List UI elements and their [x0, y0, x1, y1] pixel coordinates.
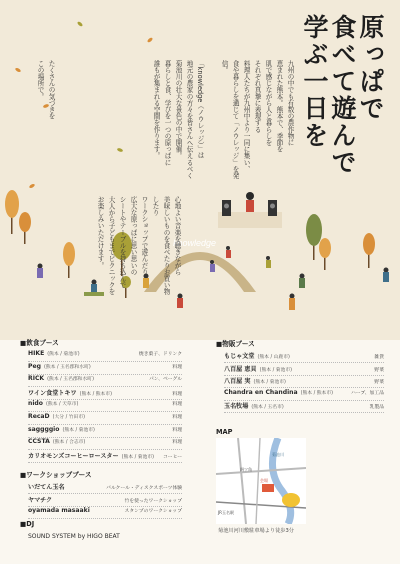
title-line-2: 食べて遊んで: [328, 14, 357, 176]
food-booth-category: 料理: [172, 440, 182, 446]
food-booth-name: RecaD: [28, 413, 50, 420]
food-booth-category: 焼き菓子、ドリンク: [138, 352, 182, 357]
workshop-heading: ■ワークショップブース: [20, 471, 92, 479]
goods-booth-row: [224, 376, 384, 388]
food-booth-heading: ■飲食ブース: [20, 339, 59, 347]
goods-booth-category: 乳製品: [369, 405, 384, 411]
workshop-name: ヤマチク: [28, 496, 53, 504]
workshop-category: スタンプのワークショップ: [124, 509, 182, 515]
food-booth-location: (熊本 / 玉名郡和水町): [43, 364, 91, 370]
map-label-station: JR玉名駅: [218, 510, 234, 515]
tree-icon: [319, 238, 331, 270]
goods-booth-location: (熊本 / 山鹿市): [257, 355, 290, 360]
goods-booth-name: 玉名牧場: [224, 403, 249, 411]
food-booth-category: 料理: [172, 415, 182, 420]
dj-name: SOUND SYSTEM by HIGO BEAT: [28, 533, 120, 540]
map-label-crossing: 四ツ角: [240, 467, 252, 472]
tree-icon: [306, 214, 322, 260]
food-booth-name: ワイン食堂トキワ: [28, 389, 77, 397]
food-booth-name: Peg: [28, 362, 41, 370]
food-booth-category: 料理: [172, 364, 182, 370]
food-booth-category: 料理: [172, 391, 182, 397]
workshop-row: [28, 495, 182, 507]
food-booth-location: (熊本 / 玉名郡和水町): [47, 377, 94, 383]
food-booth-row: [28, 426, 182, 438]
goods-booth-name: もじゃ文堂: [224, 353, 255, 360]
tree-icon: [5, 190, 19, 234]
goods-booth-category: ハーブ、加工品: [351, 390, 384, 396]
food-booth-category: 料理: [172, 402, 182, 408]
goods-booth-location: (熊本 / 熊本市): [300, 390, 334, 396]
food-booth-row: [28, 413, 182, 425]
goods-booth-location: (熊本 / 菊池市): [259, 367, 292, 373]
food-booth-row: [28, 388, 182, 400]
workshop-row: [28, 482, 182, 494]
food-booth-category: 料理: [172, 427, 182, 433]
goods-booth-row: [224, 389, 384, 401]
title-line-3: 学ぶ一日を: [300, 14, 329, 149]
food-booth-name: RICK: [28, 375, 45, 383]
workshop-row: [28, 507, 182, 519]
map-label-venue: 会場: [260, 478, 268, 483]
goods-booth-category: 野菜: [374, 380, 384, 386]
food-booth-name: nido: [28, 400, 43, 408]
goods-booth-location: (熊本 / 菊池市): [253, 380, 286, 386]
intro-paragraph-3: 心地よい音楽を聴きながら 美味しいものを食べたりお買い物したり ワークショップで遊んだり。 広大な原っぱに思い思いの シートやテーブルを持ち込んで 大人から子どもまでピクニックを お楽しみいただけます。: [96, 196, 181, 295]
goods-booth-category: 野菜: [374, 367, 384, 373]
goods-booth-row: [224, 364, 384, 376]
food-booth-row: [28, 375, 182, 387]
food-booth-name: カリオモンズコーヒーロースター: [28, 452, 119, 460]
food-booth-row: [28, 363, 182, 375]
banner-text: knowledge: [173, 238, 217, 248]
food-booth-location: (熊本 / 菊池市): [121, 454, 155, 460]
food-booth-category: パン、ベーグル: [148, 377, 182, 383]
map: [216, 438, 306, 524]
goods-booth-name: 八百屋 恵貝: [224, 365, 257, 373]
food-booth-name: HIKE: [28, 350, 45, 357]
intro-paragraph-2: 「knowledge（ノウレッジ）」は 地元の農家の方々を皆さんへ伝えるべく 菊池川の壮大な景色の中で開催。 暮らしと食、学びを一つの原っぱに 誰もが集まれる空間を作ります。: [152, 60, 204, 179]
tree-icon: [63, 242, 75, 278]
food-booth-row: [28, 451, 182, 463]
map-caption: 菊池川河川敷駐車場より徒歩3分: [218, 528, 294, 534]
food-booth-name: saggggio: [28, 425, 60, 433]
food-booth-location: (熊本 / 合志市): [52, 440, 86, 446]
food-booth-category: コーヒー: [163, 454, 182, 460]
food-booth-location: (熊本 / 熊本市): [79, 391, 112, 397]
goods-booth-location: (熊本 / 玉名市): [251, 405, 284, 411]
food-booth-location: (熊本 / 菊池市): [62, 427, 95, 433]
workshop-name: oyamada masaaki: [28, 507, 90, 515]
food-booth-row: [28, 350, 182, 362]
workshop-name: いだてん玉名: [28, 484, 65, 491]
tree-icon: [19, 212, 31, 244]
intro-paragraph-4: たくさんの気づきを この場所で。: [36, 60, 55, 120]
tree-icon: [363, 233, 375, 268]
workshop-category: 竹を使ったワークショップ: [124, 498, 182, 504]
food-booth-location: (熊本 / 天草市): [45, 402, 79, 408]
food-booth-row: [28, 400, 182, 412]
goods-booth-heading: ■物販ブース: [216, 340, 255, 348]
title-line-1: 原っぱで: [356, 14, 385, 122]
map-label-river: 菊池川: [272, 452, 284, 457]
food-booth-name: CCSTA: [28, 438, 50, 446]
goods-booth-name: 八百屋 実: [224, 378, 251, 386]
intro-paragraph-1: 九州の中でも有数の農作物に 恵まれた熊本。熊本で、季節を 肌で感じながら人と暮らしを それぞれ真摯に表現する 料理人たちが九州中より一同に集い、 食や暮らしを通じて「ノウレッジ」を発信。: [220, 60, 294, 179]
food-booth-location: (大分 / 竹田市): [52, 415, 86, 420]
map-heading: MAP: [216, 428, 233, 436]
goods-booth-category: 雑貨: [374, 355, 384, 360]
goods-booth-row: [224, 401, 384, 413]
dj-heading: ■DJ: [20, 520, 35, 528]
food-booth-location: (熊本 / 菊池市): [47, 352, 80, 357]
goods-booth-name: Chandra en Chandina: [224, 388, 298, 396]
goods-booth-row: [224, 351, 384, 363]
food-booth-row: [28, 438, 182, 450]
dj-stage: [218, 192, 282, 228]
workshop-category: バルクール・ディスクスポーツ体験: [106, 486, 182, 491]
